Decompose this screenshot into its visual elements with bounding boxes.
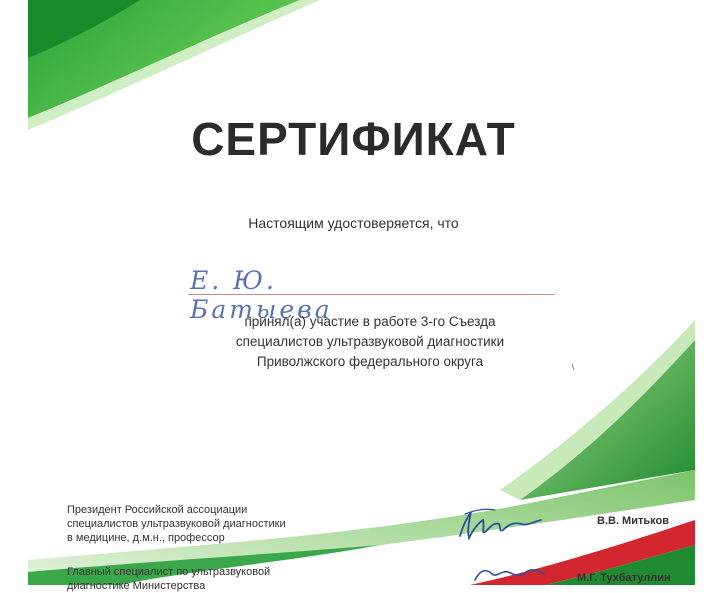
body-line: принял(а) участие в работе 3-го Съезда (244, 314, 496, 329)
signature-block-president (67, 503, 286, 545)
signer-name-chief-specialist: М.Г. Тухбатуллин (577, 572, 671, 584)
position-line: в медицине, д.м.н., профессор (67, 532, 225, 544)
position-line: Президент Российской ассоциации (67, 504, 248, 516)
certificate-intro: Настоящим удостоверяется, что (248, 215, 459, 231)
certificate-body (180, 312, 560, 372)
certificate-title: СЕРТИФИКАТ (191, 113, 516, 165)
position-line: диагностике Министерства (67, 580, 206, 592)
body-line: Приволжского федерального округа (256, 354, 484, 369)
position-line: специалистов ультразвуковой диагностики (67, 518, 286, 530)
signer-name-president: В.В. Митьков (597, 515, 669, 527)
position-line: Главный специалист по ультразвуковой (67, 566, 271, 578)
signature-block-chief-specialist (67, 565, 270, 593)
handwritten-signature-chief-specialist (470, 562, 550, 585)
body-line: специалистов ультразвуковой диагностики (235, 334, 505, 349)
handwritten-signature-president (455, 500, 555, 545)
small-pen-mark (572, 364, 574, 370)
recipient-name-handwritten: Е. Ю. Батыева (190, 266, 333, 324)
recipient-name-underline (188, 294, 555, 295)
